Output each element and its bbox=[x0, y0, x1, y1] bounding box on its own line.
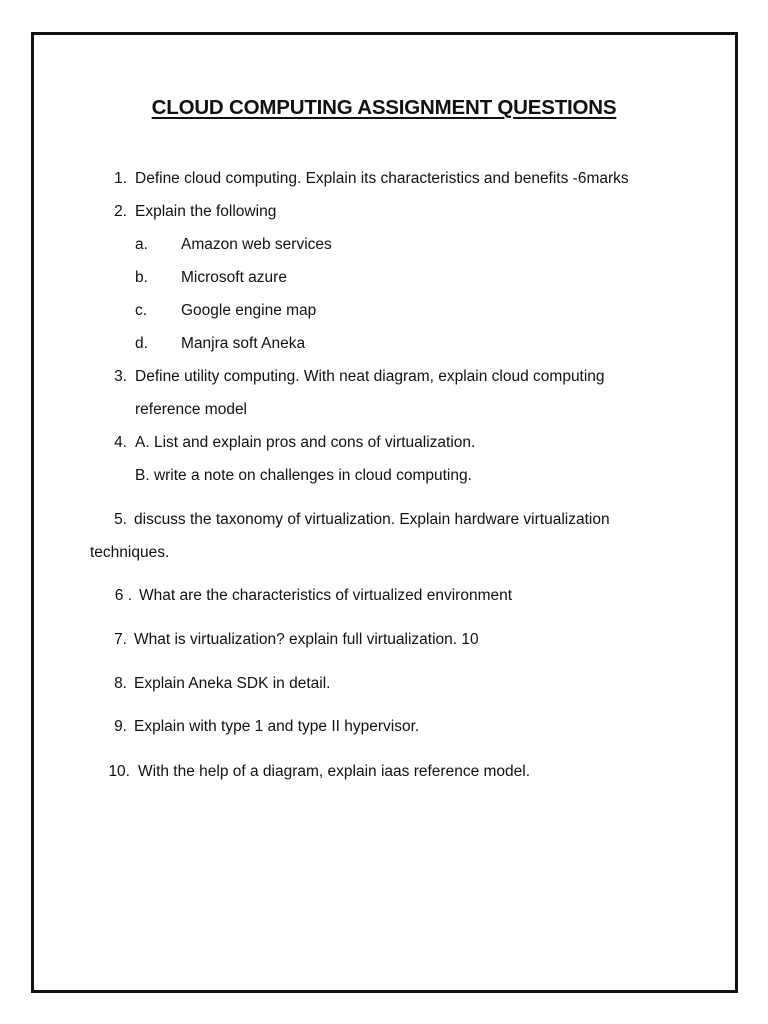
question-4-number: 4. bbox=[114, 434, 127, 451]
question-7-number: 7. bbox=[114, 631, 127, 648]
question-2-sub-d-letter: d. bbox=[135, 335, 148, 352]
question-3-continuation: reference model bbox=[135, 401, 248, 418]
question-2-text: Explain the following bbox=[135, 203, 277, 220]
question-2-sub-c-text: Google engine map bbox=[181, 302, 317, 319]
question-2-sub-d-text: Manjra soft Aneka bbox=[181, 335, 306, 352]
question-5-text: discuss the taxonomy of virtualization. Explain hardware virtualization bbox=[134, 511, 610, 528]
question-2-sub-b-text: Microsoft azure bbox=[181, 269, 287, 286]
question-6-text: What are the characteristics of virtualized environment bbox=[139, 587, 513, 604]
question-9-text: Explain with type 1 and type II hypervisor. bbox=[134, 718, 420, 735]
question-7-text: What is virtualization? explain full virtualization. 10 bbox=[134, 631, 479, 648]
question-2-sub-c-letter: c. bbox=[135, 302, 148, 319]
question-1-number: 1. bbox=[114, 170, 127, 187]
question-5-continuation: techniques. bbox=[90, 544, 170, 561]
question-2-sub-a-letter: a. bbox=[135, 236, 148, 253]
question-2-sub-a-text: Amazon web services bbox=[181, 236, 332, 253]
question-4-part-b: B. write a note on challenges in cloud computing. bbox=[135, 467, 472, 484]
question-5-number: 5. bbox=[114, 511, 127, 528]
question-1-text: Define cloud computing. Explain its characteristics and benefits -6marks bbox=[135, 170, 629, 187]
question-10-number: 10. bbox=[108, 763, 130, 780]
question-9-number: 9. bbox=[114, 718, 127, 735]
page-title: CLOUD COMPUTING ASSIGNMENT QUESTIONS bbox=[151, 96, 617, 119]
question-2-number: 2. bbox=[114, 203, 127, 220]
question-3-number: 3. bbox=[114, 368, 127, 385]
question-3-text: Define utility computing. With neat diagram, explain cloud computing bbox=[135, 368, 605, 385]
question-8-text: Explain Aneka SDK in detail. bbox=[134, 675, 331, 692]
question-4-part-a: A. List and explain pros and cons of virtualization. bbox=[135, 434, 476, 451]
question-6-number: 6 . bbox=[114, 587, 132, 604]
question-2-sub-b-letter: b. bbox=[135, 269, 148, 286]
question-10-text: With the help of a diagram, explain iaas reference model. bbox=[138, 763, 531, 780]
question-8-number: 8. bbox=[114, 675, 127, 692]
